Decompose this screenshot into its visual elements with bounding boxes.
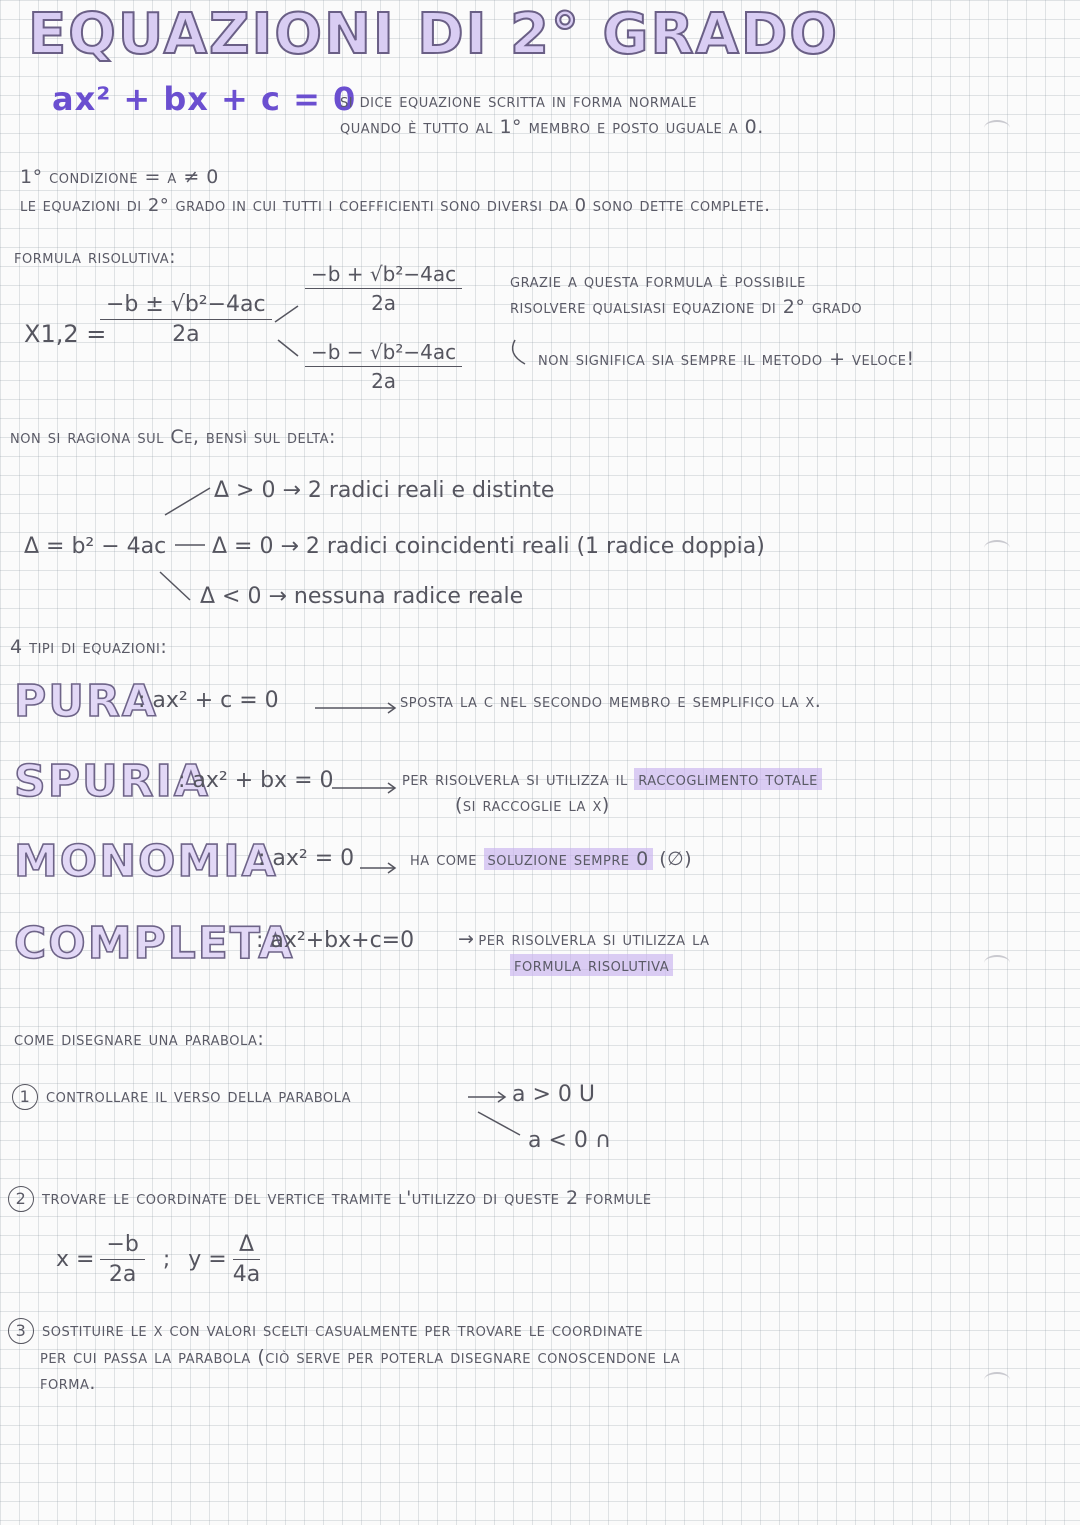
type-spuria-description (402, 768, 822, 790)
parabola-step-3 (8, 1318, 643, 1344)
type-spuria-desc-a: per risolverla si utilizza il (402, 768, 635, 790)
delta-branch-up (165, 488, 210, 515)
type-spuria-equation: : ax² + bx = 0 (178, 768, 334, 793)
types-label: 4 tipi di equazioni: (10, 636, 168, 658)
standard-form-note-2: quando è tutto al 1° membro e posto uguale a 0. (340, 116, 764, 138)
type-monomia-description (410, 848, 692, 870)
step-3-text-2: per cui passa la parabola (ciò serve per poterla disegnare conoscendone la (40, 1346, 681, 1368)
step-1-a-positive: a > 0 U (512, 1082, 595, 1107)
formula-plus-denominator: 2a (371, 291, 397, 315)
type-completa-name: COMPLETA (14, 918, 295, 969)
type-completa-highlight: formula risolutiva (510, 954, 673, 976)
step-1-text: controllare il verso della parabola (46, 1085, 352, 1107)
formula-plus (305, 262, 462, 315)
vertex-x-denominator: 2a (108, 1262, 137, 1287)
standard-form-equation: ax² + bx + c = 0 (52, 80, 357, 118)
formula-plus-numerator: −b + √b²−4ac (305, 262, 462, 289)
standard-form-note-1: si dice equazione scritta in forma normale (340, 90, 697, 112)
step-1-a-negative: a < 0 ∩ (528, 1128, 611, 1153)
delta-case-negative: Δ < 0 → nessuna radice reale (200, 584, 524, 609)
step-3-number: 3 (8, 1318, 34, 1344)
type-spuria-highlight: raccoglimento totale (634, 768, 822, 790)
step1-arrow-down (478, 1112, 520, 1135)
vertex-y-denominator: 4a (232, 1262, 261, 1287)
parabola-step-1 (12, 1084, 351, 1110)
type-monomia-highlight: soluzione sempre 0 (484, 848, 653, 870)
formula-branch-down-arrow (278, 340, 298, 356)
type-completa-description-2 (510, 954, 673, 976)
type-completa-description: → per risolverla si utilizza la (458, 928, 710, 950)
condition-line-2: le equazioni di 2° grado in cui tutti i coefficienti sono diversi da 0 sono dette complete. (20, 195, 771, 216)
formula-main (100, 292, 272, 347)
step-3-text-3: forma. (40, 1372, 96, 1394)
formula-main-denominator: 2a (172, 322, 200, 347)
vertex-formulas (56, 1232, 260, 1287)
formula-minus-denominator: 2a (371, 369, 397, 393)
parabola-step-2 (8, 1186, 652, 1212)
formula-label: formula risolutiva: (14, 246, 177, 268)
type-completa-desc-a: per risolverla si utilizza la (478, 928, 710, 950)
formula-note-3: non significa sia sempre il metodo + veloce! (538, 348, 915, 370)
vertex-separator: ; (162, 1247, 171, 1272)
formula-note-1: grazie a questa formula è possibile (510, 270, 806, 292)
type-monomia-desc-b: (∅) (659, 848, 693, 870)
delta-case-zero: Δ = 0 → 2 radici coincidenti reali (1 radice doppia) (212, 534, 765, 559)
type-monomia-desc-a: ha come (410, 848, 484, 870)
formula-minus (305, 340, 462, 393)
type-spuria-name: SPURIA (14, 756, 210, 807)
formula-minus-numerator: −b − √b²−4ac (305, 340, 462, 367)
vertex-x-numerator: −b (100, 1232, 144, 1260)
type-pura-name: PURA (14, 676, 158, 727)
parabola-label: come disegnare una parabola: (14, 1028, 265, 1050)
delta-definition: Δ = b² − 4ac (24, 534, 167, 559)
page-title: EQUAZIONI DI 2° GRADO (28, 2, 839, 67)
delta-intro: non si ragiona sul Ce, bensì sul delta: (10, 426, 336, 448)
type-monomia-equation: : ax² = 0 (258, 846, 355, 871)
formula-main-numerator: −b ± √b²−4ac (100, 292, 272, 320)
step-2-number: 2 (8, 1186, 34, 1212)
condition-line-1: 1° condizione = a ≠ 0 (20, 166, 219, 188)
type-spuria-description-2: (si raccoglie la x) (455, 794, 610, 816)
delta-case-positive: Δ > 0 → 2 radici reali e distinte (214, 478, 555, 503)
step-2-text: trovare le coordinate del vertice tramite l'utilizzo di queste 2 formule (42, 1187, 652, 1209)
formula-branch-up-arrow (275, 306, 298, 322)
formula-lhs: X1,2 = (24, 320, 107, 348)
type-pura-equation: : ax² + c = 0 (138, 688, 279, 713)
vertex-x-lhs: x = (56, 1247, 95, 1272)
delta-branch-down (160, 572, 190, 600)
vertex-y-lhs: y = (188, 1247, 227, 1272)
step-1-number: 1 (12, 1084, 38, 1110)
vertex-y-numerator: Δ (233, 1232, 260, 1260)
note-hook-arrow (513, 340, 525, 364)
type-monomia-name: MONOMIA (14, 836, 278, 887)
type-completa-equation: : ax²+bx+c=0 (256, 928, 415, 953)
step-3-text-1: sostituire le x con valori scelti casualmente per trovare le coordinate (42, 1319, 644, 1341)
formula-note-2: risolvere qualsiasi equazione di 2° grado (510, 296, 863, 318)
type-pura-description: sposta la c nel secondo membro e semplifico la x. (400, 690, 822, 712)
